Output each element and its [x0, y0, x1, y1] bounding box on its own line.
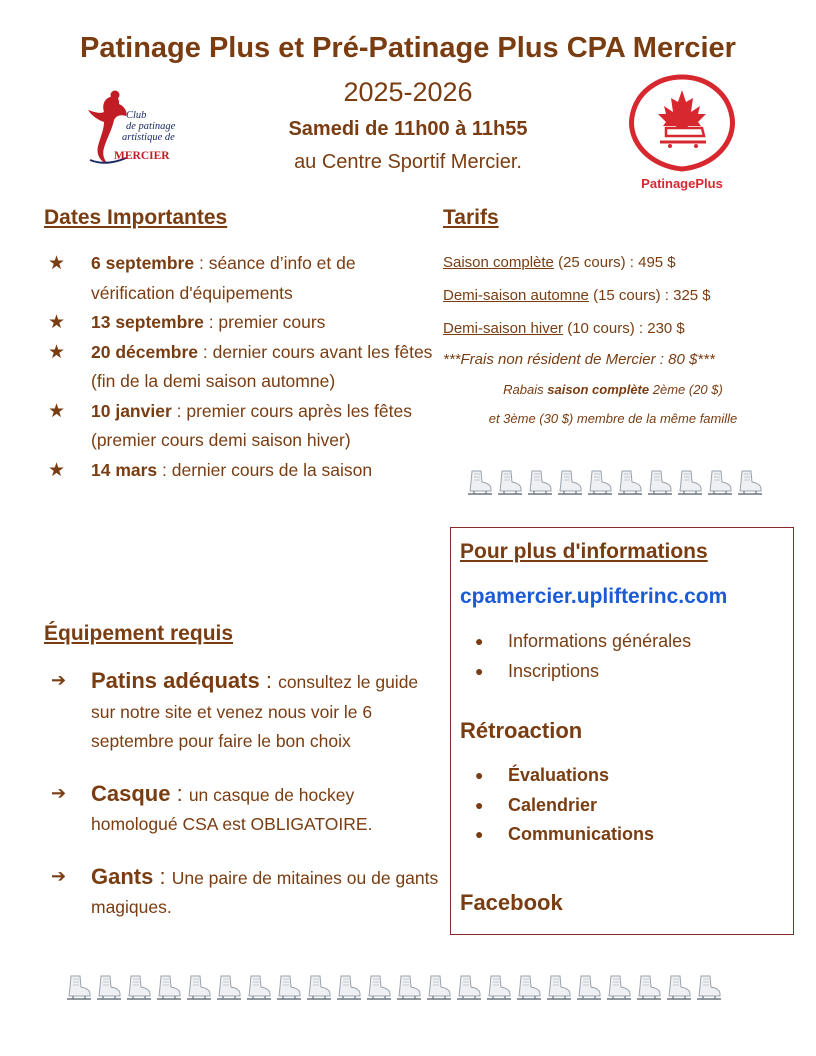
ice-skate-icon — [244, 973, 274, 1003]
non-resident-fee: ***Frais non résident de Mercier : 80 $*** — [443, 351, 715, 368]
tarif-label: Demi-saison hiver — [443, 320, 564, 337]
date-label: 13 septembre — [91, 312, 204, 332]
page-title: Patinage Plus et Pré-Patinage Plus CPA Mercier — [80, 32, 736, 64]
tarif-line: Demi-saison automne (15 cours) : 325 $ — [443, 287, 711, 304]
equipment-item: ➔ Casque : un casque de hockey homologué CSA est OBLIGATOIRE. — [51, 780, 373, 834]
ice-skate-icon — [604, 973, 634, 1003]
dot-bullet-icon: ● — [475, 767, 484, 783]
date-item — [44, 456, 439, 486]
star-bullet-icon: ★ — [48, 341, 66, 363]
ice-skate-icon — [214, 973, 244, 1003]
equipment-text: Une paire de mitaines ou de gants magiques. — [91, 867, 439, 917]
date-label: 6 septembre — [91, 253, 195, 273]
maple-leaf-skate-icon — [626, 72, 738, 172]
ice-skate-icon — [465, 468, 495, 498]
dates-section — [44, 206, 444, 230]
equipment-item: ➔ Gants : Une paire de mitaines ou de gants magiques. — [51, 863, 439, 917]
arrow-bullet-icon: ➔ — [51, 670, 67, 690]
patinageplus-logo — [626, 72, 738, 192]
feedback-item: ● Calendrier — [451, 791, 791, 821]
dates-list — [44, 249, 439, 485]
ice-skate-icon — [675, 468, 705, 498]
star-bullet-icon: ★ — [48, 253, 66, 274]
star-bullet-icon: ★ — [48, 459, 66, 481]
ice-skate-icon — [514, 973, 544, 1003]
equipment-list — [44, 666, 442, 923]
info-heading: Pour plus d'informations — [460, 540, 708, 563]
date-text: : premier cours — [203, 312, 326, 332]
ice-skate-icon — [154, 973, 184, 1003]
equipment-text: consultez le guide sur notre site et venez nous voir le 6 septembre pour faire le bon choix — [91, 672, 419, 751]
date-item — [44, 308, 439, 338]
star-bullet-icon: ★ — [48, 400, 66, 422]
ice-skate-icon — [555, 468, 585, 498]
feedback-item: ● Communications — [451, 820, 791, 850]
skate-decoration-row — [64, 973, 724, 1003]
ice-skate-icon — [735, 468, 765, 498]
date-item — [44, 397, 439, 456]
ice-skate-icon — [645, 468, 675, 498]
tarif-label: Demi-saison automne — [443, 287, 589, 304]
date-text: : premier cours après les fêtes (premier cours demi saison hiver) — [91, 400, 412, 450]
ice-skate-icon — [525, 468, 555, 498]
ice-skate-icon — [94, 973, 124, 1003]
date-text: : dernier cours de la saison — [157, 459, 373, 480]
date-label: 20 décembre — [91, 341, 199, 362]
rabais-line2: et 3ème (30 $) membre de la même famille — [488, 411, 738, 426]
ice-skate-icon — [274, 973, 304, 1003]
tarifs-section — [443, 206, 803, 230]
ice-skate-icon — [184, 973, 214, 1003]
ice-skate-icon — [64, 973, 94, 1003]
feedback-list — [451, 761, 791, 850]
dates-heading: Dates Importantes — [44, 206, 228, 229]
ice-skate-icon — [454, 973, 484, 1003]
club-logo-line3: artistique de — [122, 132, 175, 143]
ice-skate-icon — [364, 973, 394, 1003]
feedback-heading: Rétroaction — [460, 718, 583, 743]
ice-skate-icon — [424, 973, 454, 1003]
equipment-name: Patins adéquats — [91, 668, 260, 693]
patinageplus-label: PatinagePlus — [641, 176, 723, 191]
ice-skate-icon — [484, 973, 514, 1003]
equipment-name: Casque — [91, 780, 171, 806]
info-list — [451, 627, 791, 686]
equipment-section — [44, 622, 444, 646]
facebook-link[interactable]: Facebook — [460, 890, 563, 915]
equipment-text: un casque de hockey homologué CSA est OBLIGATOIRE. — [91, 784, 373, 834]
schedule-text: Samedi de 11h00 à 11h55 — [288, 118, 528, 140]
date-label: 10 janvier — [91, 400, 172, 421]
dot-bullet-icon: ● — [475, 633, 484, 649]
ice-skate-icon — [334, 973, 364, 1003]
club-logo — [86, 88, 206, 168]
date-item — [44, 249, 439, 308]
ice-skate-icon — [694, 973, 724, 1003]
location-text: au Centre Sportif Mercier. — [294, 151, 522, 173]
equipment-name: Gants — [91, 863, 154, 889]
feedback-item: ● Évaluations — [451, 761, 791, 791]
website-link[interactable]: cpamercier.uplifterinc.com — [460, 585, 728, 608]
tarifs-heading: Tarifs — [443, 206, 499, 229]
date-text: : séance d’info et de vérification d'équipements — [91, 253, 356, 303]
arrow-bullet-icon: ➔ — [51, 782, 67, 803]
tarif-line: Saison complète (25 cours) : 495 $ — [443, 254, 676, 271]
date-text: : dernier cours avant les fêtes (fin de la demi saison automne) — [91, 341, 433, 391]
ice-skate-icon — [585, 468, 615, 498]
ice-skate-icon — [495, 468, 525, 498]
info-item: ● Inscriptions — [451, 657, 791, 687]
ice-skate-icon — [124, 973, 154, 1003]
info-box — [450, 527, 794, 935]
equipment-item: ➔ Patins adéquats : consultez le guide sur notre site et venez nous voir le 6 septembre pour faire le bon choix — [51, 668, 419, 751]
arrow-bullet-icon: ➔ — [51, 865, 67, 886]
dot-bullet-icon: ● — [475, 796, 484, 813]
club-logo-name: MERCIER — [114, 150, 170, 162]
equipment-heading: Équipement requis — [44, 622, 234, 645]
ice-skate-icon — [544, 973, 574, 1003]
ice-skate-icon — [664, 973, 694, 1003]
club-logo-line1: Club — [126, 110, 147, 121]
star-bullet-icon: ★ — [48, 312, 66, 333]
season-year: 2025-2026 — [343, 77, 473, 107]
ice-skate-icon — [615, 468, 645, 498]
ice-skate-icon — [574, 973, 604, 1003]
date-label: 14 mars — [91, 459, 158, 480]
tarif-line: Demi-saison hiver (10 cours) : 230 $ — [443, 320, 685, 337]
rabais-line1: Rabais saison complète 2ème (20 $) — [503, 382, 723, 397]
ice-skate-icon — [304, 973, 334, 1003]
tarif-label: Saison complète — [443, 254, 554, 271]
ice-skate-icon — [705, 468, 735, 498]
ice-skate-icon — [394, 973, 424, 1003]
tarifs-list — [443, 246, 803, 433]
info-item: ● Informations générales — [451, 627, 791, 657]
ice-skate-icon — [634, 973, 664, 1003]
dot-bullet-icon: ● — [475, 826, 484, 842]
skate-decoration-row — [465, 468, 765, 498]
date-item — [44, 338, 439, 397]
club-logo-line2: de patinage — [126, 121, 176, 132]
dot-bullet-icon: ● — [475, 662, 484, 679]
